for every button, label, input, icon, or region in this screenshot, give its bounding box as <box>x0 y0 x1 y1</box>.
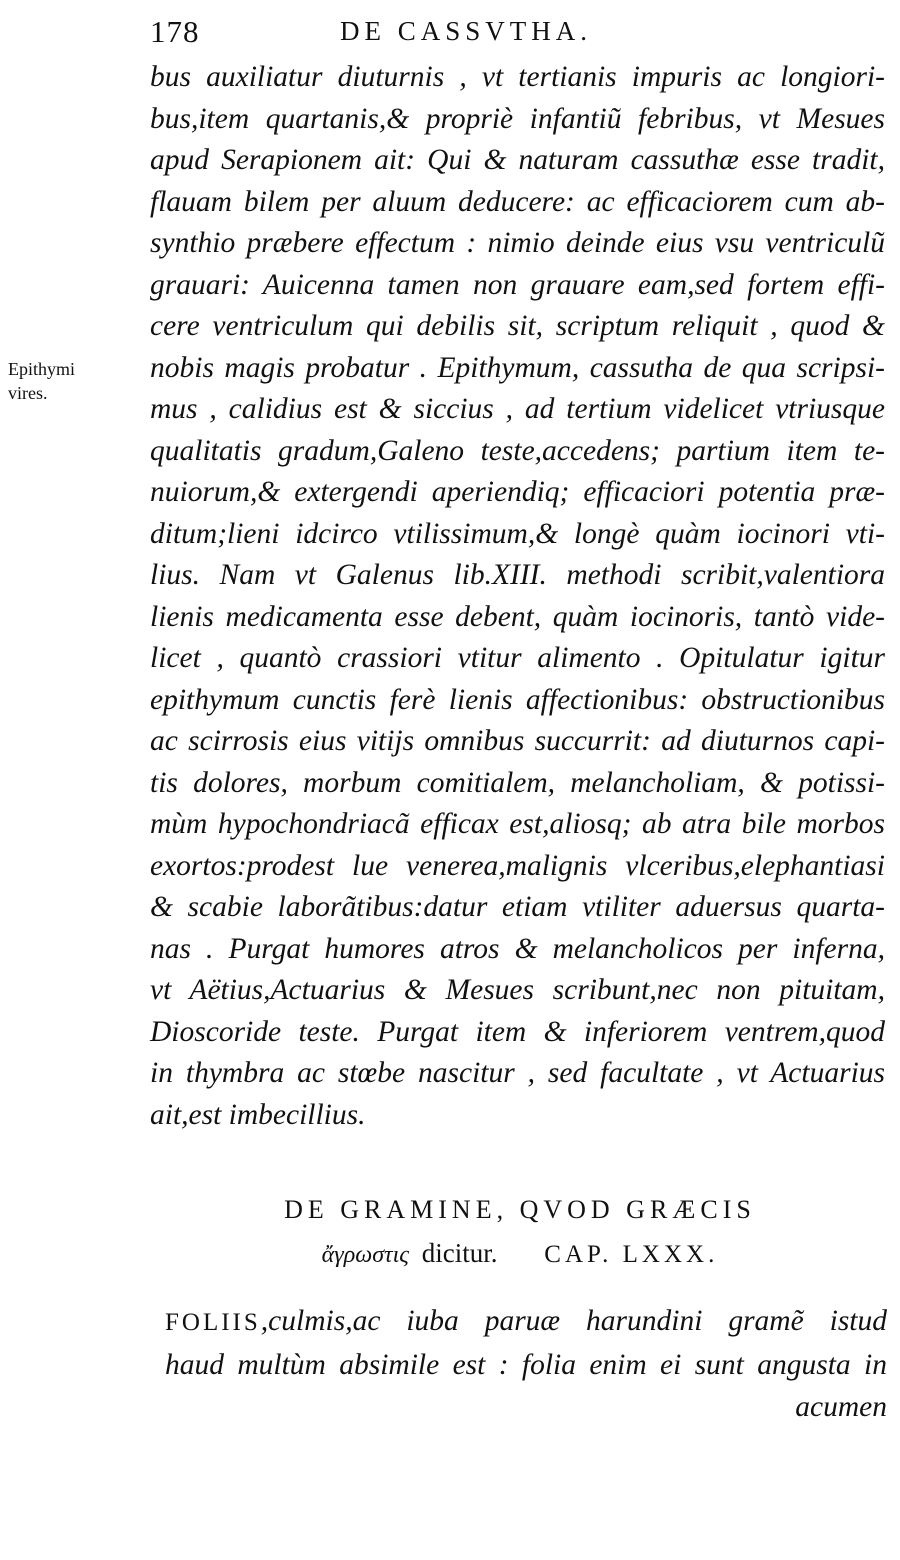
text-line: qualitatis gradum,Galeno teste,accedens; partium item te- <box>150 434 885 467</box>
catchword: acumen <box>795 1391 887 1423</box>
text-line: lienis medicamenta esse debent, quàm iocinoris, tantò vide- <box>150 600 885 633</box>
text-line: epithymum cunctis ferè lienis affectionibus: obstructionibus <box>150 683 885 716</box>
margin-note-line: Epithymi <box>8 359 75 379</box>
text-line: mus , calidius est & siccius , ad tertium videlicet vtriusque <box>150 393 885 425</box>
text-line <box>165 1300 887 1344</box>
text-line: tis dolores, morbum comitialem, melancholiam, & potissi- <box>150 766 885 799</box>
text-line: licet , quantò crassiori vtitur alimento . Opitulatur igitur <box>150 642 885 674</box>
text-line: flauam bilem per aluum deducere: ac efficaciorem cum ab- <box>150 185 885 218</box>
text-line: in thymbra ac stœbe nascitur , sed facultate , vt Actuarius <box>150 1057 885 1089</box>
drop-word: FOLIIS <box>165 1309 261 1336</box>
text-line: cere ventriculum qui debilis sit, scriptum reliquit , quod & <box>150 310 885 342</box>
text-line: ait,est imbecillius. <box>150 1098 366 1131</box>
text-line: exortos:prodest lue venerea,malignis vlceribus,elephantiasi <box>150 849 885 882</box>
text-line: mùm hypochondriacã efficax est,aliosq; ab atra bile morbos <box>150 808 885 840</box>
text-line: synthio præbere effectum : nimio deinde eius vsu ventriculũ <box>150 227 885 259</box>
chapter-subtitle <box>150 1232 890 1276</box>
text-line: & scabie laborãtibus:datur etiam vtiliter aduersus quarta- <box>150 891 885 923</box>
chapter-text <box>165 1300 887 1428</box>
text-line: nas . Purgat humores atros & melancholicos per inferna, <box>150 932 885 965</box>
chapter-subtitle-word: dicitur. <box>421 1238 498 1268</box>
text-line: haud multùm absimile est : folia enim ei sunt angusta in <box>165 1349 887 1381</box>
margin-note <box>8 357 138 405</box>
chapter-number: CAP. LXXX. <box>544 1241 719 1268</box>
text-line: vt Aëtius,Actuarius & Mesues scribunt,nec non pituitam, <box>150 974 885 1006</box>
chapter-title: DE GRAMINE, QVOD GRÆCIS <box>284 1195 756 1224</box>
body-text <box>150 57 885 1136</box>
text-line: grauari: Auicenna tamen non grauare eam,sed fortem effi- <box>150 268 885 301</box>
text-line: ac scirrosis eius vitijs omnibus succurrit: ad diuturnos capi- <box>150 725 885 757</box>
text-line: lius. Nam vt Galenus lib.XIII. methodi scribit,valentiora <box>150 559 885 591</box>
text-line: ditum;lieni idcirco vtilissimum,& longè quàm iocinori vti- <box>150 517 885 550</box>
chapter-heading <box>150 1190 890 1276</box>
running-head <box>150 14 890 54</box>
text-line: apud Serapionem ait: Qui & naturam cassuthæ esse tradit, <box>150 144 885 176</box>
text-line: nobis magis probatur . Epithymum, cassutha de qua scripsi- <box>150 351 885 384</box>
text-line: bus auxiliatur diuturnis , vt tertianis impuris ac longiori- <box>150 61 885 93</box>
running-title: DE CASSVTHA. <box>340 16 593 46</box>
greek-word: ἄγρωστις <box>321 1242 410 1268</box>
text-line-rest: ,culmis,ac iuba paruæ harundini gramẽ istud <box>260 1305 887 1337</box>
page-number: 178 <box>150 14 200 49</box>
text-line: Dioscoride teste. Purgat item & inferiorem ventrem,quod <box>150 1015 885 1048</box>
text-line: bus,item quartanis,& propriè infantiũ febribus, vt Mesues <box>150 102 885 135</box>
margin-note-line: vires. <box>8 383 48 403</box>
text-line: nuiorum,& extergendi aperiendiq; efficaciori potentia præ- <box>150 476 885 508</box>
